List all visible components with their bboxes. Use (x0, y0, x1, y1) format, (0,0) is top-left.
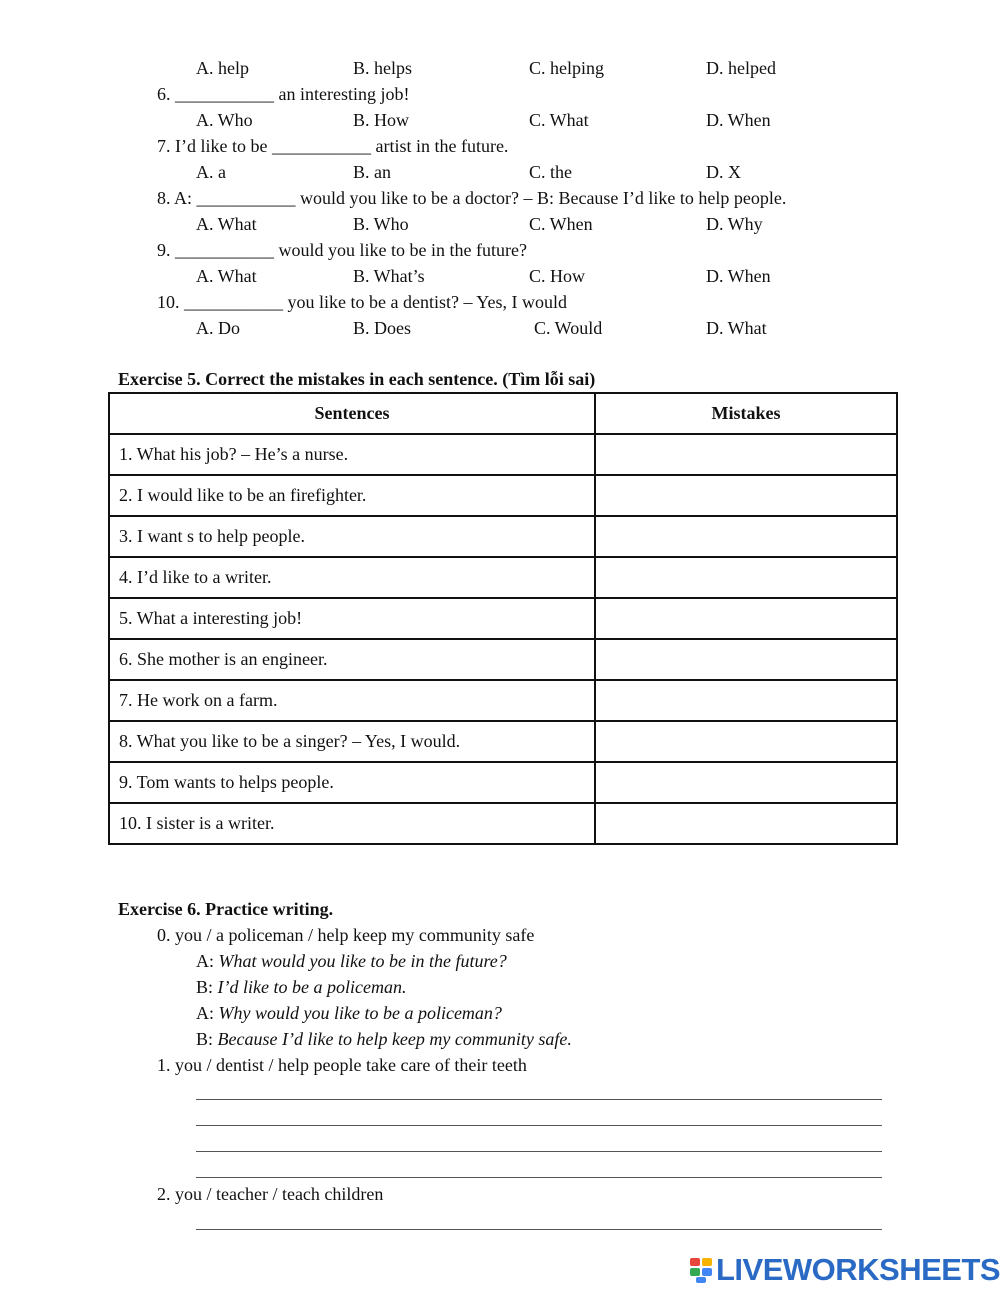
sentence-cell: 4. I’d like to a writer. (109, 557, 595, 598)
sentence-cell: 8. What you like to be a singer? – Yes, I would. (109, 721, 595, 762)
header-mistakes: Mistakes (595, 393, 897, 434)
sentence-cell: 7. He work on a farm. (109, 680, 595, 721)
mistake-answer-cell[interactable] (595, 803, 897, 844)
option-a[interactable]: A. What (196, 266, 257, 286)
option-a[interactable]: A. a (196, 162, 226, 182)
option-a[interactable]: A. Do (196, 318, 240, 338)
writing-line[interactable] (196, 1177, 882, 1178)
option-d[interactable]: D. When (706, 266, 771, 286)
writing-prompt-2: 2. you / teacher / teach children (157, 1184, 384, 1204)
table-row (109, 475, 897, 516)
table-row (109, 516, 897, 557)
writing-line[interactable] (196, 1151, 882, 1152)
question-stem: 8. A: ___________ would you like to be a doctor? – B: Because I’d like to help people. (157, 188, 787, 208)
exercise-6-title: Exercise 6. Practice writing. (118, 899, 334, 919)
mistake-answer-cell[interactable] (595, 598, 897, 639)
speaker-label: B: (196, 1029, 214, 1049)
table-row (109, 680, 897, 721)
table-row (109, 762, 897, 803)
speaker-label: A: (196, 951, 214, 971)
option-c[interactable]: C. the (529, 162, 572, 182)
option-b[interactable]: B. How (353, 110, 410, 130)
header-sentences: Sentences (109, 393, 595, 434)
mistake-answer-cell[interactable] (595, 516, 897, 557)
sentence-cell: 5. What a interesting job! (109, 598, 595, 639)
sentence-cell: 6. She mother is an engineer. (109, 639, 595, 680)
option-b[interactable]: B. What’s (353, 266, 425, 286)
speaker-label: A: (196, 1003, 214, 1023)
option-d[interactable]: D. helped (706, 58, 776, 78)
speaker-label: B: (196, 977, 214, 997)
option-d[interactable]: D. When (706, 110, 771, 130)
sentence-cell: 2. I would like to be an firefighter. (109, 475, 595, 516)
option-b[interactable]: B. Does (353, 318, 411, 338)
logo-text: LIVEWORKSHEETS (716, 1252, 1000, 1287)
example-text: What would you like to be in the future? (218, 951, 507, 971)
table-row (109, 557, 897, 598)
option-a[interactable]: A. Who (196, 110, 253, 130)
table-row (109, 721, 897, 762)
writing-line[interactable] (196, 1125, 882, 1126)
question-stem: 6. ___________ an interesting job! (157, 84, 410, 104)
mistake-answer-cell[interactable] (595, 721, 897, 762)
question-stem: 10. ___________ you like to be a dentist? – Yes, I would (157, 292, 567, 312)
example-line (196, 1002, 502, 1024)
option-b[interactable]: B. Who (353, 214, 409, 234)
option-d[interactable]: D. What (706, 318, 767, 338)
example-line (196, 976, 406, 998)
option-d[interactable]: D. X (706, 162, 741, 182)
option-c[interactable]: C. When (529, 214, 593, 234)
table-row (109, 803, 897, 844)
option-d[interactable]: D. Why (706, 214, 763, 234)
example-prompt: 0. you / a policeman / help keep my community safe (157, 925, 535, 945)
sentence-cell: 10. I sister is a writer. (109, 803, 595, 844)
sentence-cell: 3. I want s to help people. (109, 516, 595, 557)
mistake-answer-cell[interactable] (595, 557, 897, 598)
option-c[interactable]: C. helping (529, 58, 604, 78)
table-row (109, 598, 897, 639)
example-text: Because I’d like to help keep my community safe. (217, 1029, 572, 1049)
option-a[interactable]: A. What (196, 214, 257, 234)
option-c[interactable]: C. Would (534, 318, 603, 338)
mistake-answer-cell[interactable] (595, 475, 897, 516)
exercise-5-title: Exercise 5. Correct the mistakes in each sentence. (Tìm lỗi sai) (118, 369, 596, 389)
mistake-answer-cell[interactable] (595, 434, 897, 475)
table-header-row (109, 393, 897, 434)
option-c[interactable]: C. What (529, 110, 589, 130)
table-row (109, 434, 897, 475)
option-a[interactable]: A. help (196, 58, 249, 78)
liveworksheets-logo[interactable] (690, 1252, 1000, 1288)
mistakes-table (108, 392, 898, 845)
liveworksheets-logo-icon (690, 1256, 712, 1284)
mistake-answer-cell[interactable] (595, 639, 897, 680)
writing-line[interactable] (196, 1099, 882, 1100)
sentence-cell: 9. Tom wants to helps people. (109, 762, 595, 803)
option-b[interactable]: B. an (353, 162, 391, 182)
mistake-answer-cell[interactable] (595, 762, 897, 803)
table-row (109, 639, 897, 680)
example-text: Why would you like to be a policeman? (218, 1003, 502, 1023)
mistake-answer-cell[interactable] (595, 680, 897, 721)
writing-prompt-1: 1. you / dentist / help people take care of their teeth (157, 1055, 527, 1075)
writing-line[interactable] (196, 1229, 882, 1230)
question-stem: 9. ___________ would you like to be in the future? (157, 240, 527, 260)
option-b[interactable]: B. helps (353, 58, 413, 78)
example-text: I’d like to be a policeman. (217, 977, 407, 997)
example-line (196, 950, 507, 972)
question-stem: 7. I’d like to be ___________ artist in the future. (157, 136, 509, 156)
example-line (196, 1028, 572, 1050)
option-c[interactable]: C. How (529, 266, 586, 286)
sentence-cell: 1. What his job? – He’s a nurse. (109, 434, 595, 475)
